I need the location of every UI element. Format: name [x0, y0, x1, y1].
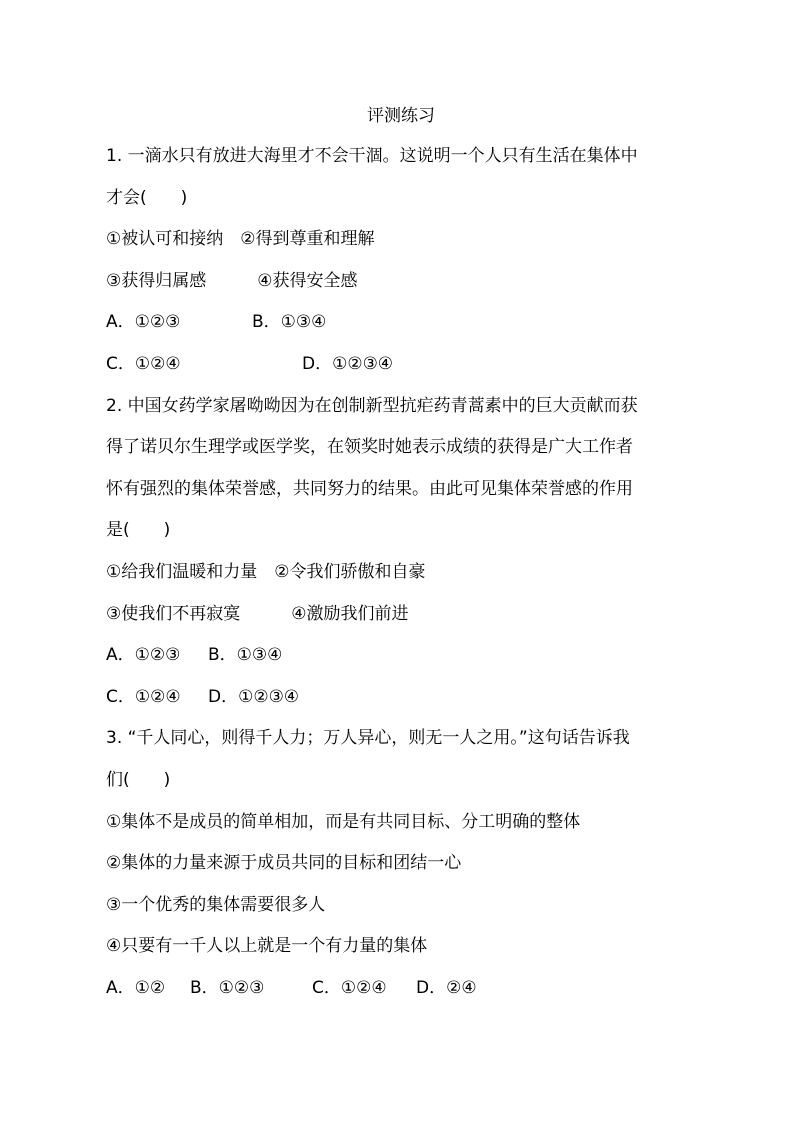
option-b[interactable]: B．①③④: [208, 645, 283, 666]
question-3-statement-2: ②集体的力量来源于成员共同的目标和团结一心: [106, 853, 462, 874]
question-3-statement-1: ①集体不是成员的简单相加，而是有共同目标、分工明确的整体: [106, 811, 581, 832]
question-1-options-row-1: [106, 310, 696, 352]
question-1-stem-line-1: 1. 一滴水只有放进大海里才不会干涸。这说明一个人只有生活在集体中: [106, 146, 638, 166]
question-3-statement-4: ④只要有一千人以上就是一个有力量的集体: [106, 936, 428, 957]
question-2-stem-line-4: 是( ): [106, 520, 171, 541]
option-d[interactable]: D．①②③④: [208, 686, 300, 707]
question-2-statement-1: ①给我们温暖和力量 ②令我们骄傲和自豪: [106, 561, 426, 582]
question-2: [106, 394, 696, 727]
question-2-options-row-1: [106, 643, 696, 685]
option-b[interactable]: B．①②③: [190, 977, 265, 998]
question-3-statement-3: ③一个优秀的集体需要很多人: [106, 894, 326, 915]
option-a[interactable]: A．①②③: [106, 312, 181, 333]
worksheet-page: [106, 104, 696, 1017]
page-title: 评测练习: [367, 106, 435, 126]
question-2-options-row-2: [106, 685, 696, 727]
option-d[interactable]: D．②④: [416, 977, 477, 998]
question-1-statement-2: ③获得归属感 ④获得安全感: [106, 270, 358, 291]
option-a[interactable]: A．①②③: [106, 645, 181, 666]
question-3: [106, 726, 696, 1017]
question-3-stem-line-2: 们( ): [106, 769, 171, 790]
option-a[interactable]: A．①②: [106, 977, 166, 998]
question-3-options-row-1: [106, 976, 696, 1018]
question-1-statement-1: ①被认可和接纳 ②得到尊重和理解: [106, 229, 375, 250]
option-c[interactable]: C．①②④: [106, 353, 181, 374]
question-1-stem-line-2: 才会( ): [106, 187, 188, 208]
option-c[interactable]: C．①②④: [106, 686, 181, 707]
question-2-stem-line-1: 2. 中国女药学家屠呦呦因为在创制新型抗疟药青蒿素中的巨大贡献而获: [106, 395, 638, 416]
question-1-options-row-2: [106, 352, 696, 394]
question-1: [106, 144, 696, 394]
option-d[interactable]: D．①②③④: [302, 353, 394, 374]
question-3-stem-line-1: 3. “千人同心，则得千人力；万人异心，则无一人之用。”这句话告诉我: [106, 728, 630, 749]
question-2-stem-line-3: 怀有强烈的集体荣誉感，共同努力的结果。由此可见集体荣誉感的作用: [106, 478, 633, 499]
option-c[interactable]: C．①②④: [312, 977, 387, 998]
question-2-stem-line-2: 得了诺贝尔生理学或医学奖，在领奖时她表示成绩的获得是广大工作者: [106, 437, 633, 458]
option-b[interactable]: B．①③④: [252, 312, 327, 333]
question-2-statement-2: ③使我们不再寂寞 ④激励我们前进: [106, 603, 409, 624]
